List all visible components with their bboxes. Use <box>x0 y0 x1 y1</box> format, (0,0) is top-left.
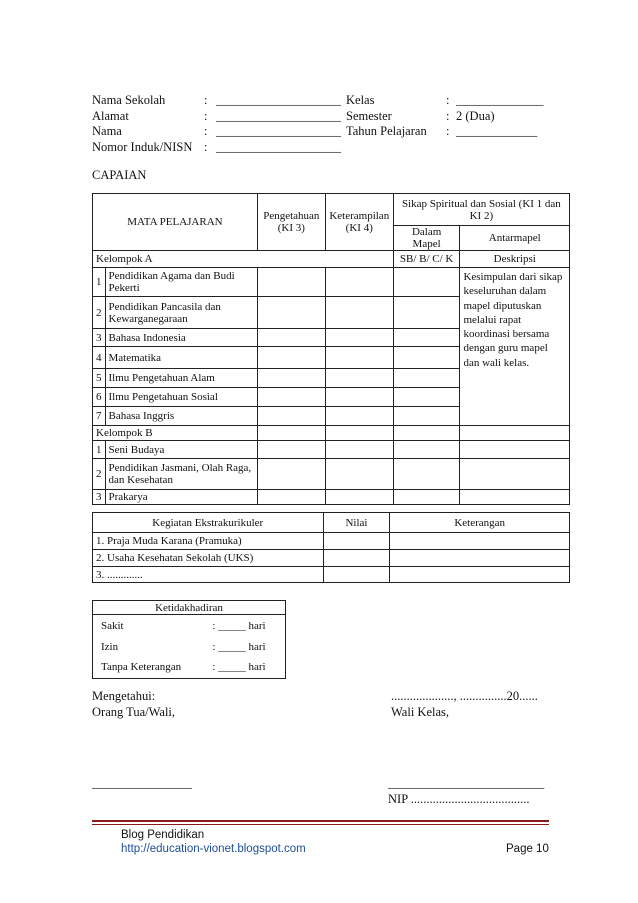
kelompok-a-label: Kelompok A <box>93 251 394 268</box>
info-row-nama-sekolah <box>92 93 562 109</box>
table-row <box>93 615 286 637</box>
info-colon: : <box>446 93 450 107</box>
info-label: Nomor Induk/NISN <box>92 140 193 154</box>
activity-name: 3. ............. <box>93 567 324 583</box>
sign-right-line1: ...................., ...............20...... <box>391 689 538 703</box>
footer-rule <box>92 820 549 822</box>
header-pengetahuan: Pengetahuan (KI 3) <box>257 194 325 251</box>
cell-keterampilan <box>325 441 393 459</box>
header-nilai: Nilai <box>323 513 390 533</box>
subject-name: Ilmu Pengetahuan Sosial <box>105 388 257 407</box>
info-blank: ____________________ <box>216 124 341 138</box>
cell-sbk <box>393 388 460 407</box>
info-colon: : <box>446 124 450 138</box>
cell-pengetahuan <box>257 426 325 441</box>
activity-name: 2. Usaha Kesehatan Sekolah (UKS) <box>93 550 324 567</box>
footer-page-number: Page 10 <box>506 843 549 855</box>
row-number: 2 <box>93 297 106 329</box>
cell-keterampilan <box>325 388 393 407</box>
row-number: 7 <box>93 407 106 426</box>
subject-name: Pendidikan Jasmani, Olah Raga, dan Kesehatan <box>105 459 257 490</box>
footer-url-link[interactable]: http://education-vionet.blogspot.com <box>121 843 306 855</box>
sign-right-line2: Wali Kelas, <box>391 705 450 719</box>
table-row <box>93 459 570 490</box>
subject-name: Pendidikan Agama dan Budi Pekerti <box>105 268 257 297</box>
row-number: 5 <box>93 369 106 388</box>
activity-name: 1. Praja Muda Karana (Pramuka) <box>93 533 324 550</box>
sign-left-blank: ________________ <box>92 776 192 790</box>
cell-keterangan <box>390 567 570 583</box>
info-right-label: Tahun Pelajaran <box>346 124 427 138</box>
cell-keterampilan <box>325 329 393 347</box>
info-label: Nama <box>92 124 122 138</box>
cell-pengetahuan <box>257 490 325 505</box>
cell-pengetahuan <box>257 459 325 490</box>
header-sbk: SB/ B/ C/ K <box>393 251 460 268</box>
capaian-table <box>92 193 570 505</box>
cell-keterampilan <box>325 369 393 388</box>
table-row <box>93 441 570 459</box>
cell-keterampilan <box>325 347 393 369</box>
row-number: 1 <box>93 441 106 459</box>
cell-sbk <box>393 407 460 426</box>
info-right-value: ______________ <box>456 93 544 107</box>
subject-name: Pendidikan Pancasila dan Kewarganegaraan <box>105 297 257 329</box>
cell-nilai <box>323 550 390 567</box>
nip-line: NIP ...................................... <box>388 792 530 806</box>
subject-name: Seni Budaya <box>105 441 257 459</box>
header-deskripsi: Deskripsi <box>460 251 570 268</box>
subject-name: Bahasa Indonesia <box>105 329 257 347</box>
table-row <box>93 268 570 297</box>
sign-left-line1: Mengetahui: <box>92 689 156 703</box>
info-right-value: 2 (Dua) <box>456 109 495 123</box>
info-right-label: Semester <box>346 109 392 123</box>
info-colon: : <box>204 93 208 107</box>
sign-right-blank: _________________________ <box>388 776 545 790</box>
cell-nilai <box>323 533 390 550</box>
absence-title: Ketidakhadiran <box>93 601 286 615</box>
cell-keterampilan <box>325 268 393 297</box>
header-kegiatan: Kegiatan Ekstrakurikuler <box>93 513 324 533</box>
cell-sbk <box>393 426 460 441</box>
row-number: 4 <box>93 347 106 369</box>
info-label: Alamat <box>92 109 129 123</box>
absence-table <box>92 600 286 679</box>
info-blank: ____________________ <box>216 140 341 154</box>
cell-pengetahuan <box>257 369 325 388</box>
info-right-value: _____________ <box>456 124 538 138</box>
subject-name: Ilmu Pengetahuan Alam <box>105 369 257 388</box>
info-row-nisn <box>92 140 562 156</box>
cell-keterampilan <box>325 407 393 426</box>
deskripsi-text: Kesimpulan dari sikap keseluruhan dalam mapel diputuskan melalui rapat koordinasi bersama dengan guru mapel dan wali kelas. <box>460 268 570 426</box>
info-row-alamat <box>92 109 562 125</box>
cell-sbk <box>393 441 460 459</box>
row-number: 3 <box>93 490 106 505</box>
cell-keterampilan <box>325 426 393 441</box>
ekstra-table <box>92 512 570 583</box>
cell-keterangan <box>390 550 570 567</box>
cell-sbk <box>393 329 460 347</box>
cell-keterampilan <box>325 297 393 329</box>
cell-deskripsi <box>460 441 570 459</box>
cell-deskripsi <box>460 426 570 441</box>
cell-pengetahuan <box>257 388 325 407</box>
header-keterampilan: Keterampilan (KI 4) <box>325 194 393 251</box>
info-colon: : <box>204 124 208 138</box>
table-row <box>93 550 570 567</box>
table-row <box>93 567 570 583</box>
header-sikap: Sikap Spiritual dan Sosial (KI 1 dan KI 2) <box>393 194 569 226</box>
subject-name: Prakarya <box>105 490 257 505</box>
cell-pengetahuan <box>257 268 325 297</box>
header-dalam-mapel: Dalam Mapel <box>393 226 460 251</box>
sign-left-line2: Orang Tua/Wali, <box>92 705 176 719</box>
footer-rule-thin <box>92 824 549 825</box>
cell-sbk <box>393 347 460 369</box>
info-colon: : <box>446 109 450 123</box>
cell-pengetahuan <box>257 441 325 459</box>
cell-sbk <box>393 268 460 297</box>
info-blank: ____________________ <box>216 93 341 107</box>
table-row <box>93 657 286 679</box>
kelompok-b-label: Kelompok B <box>93 426 258 441</box>
absence-label: Izin <box>101 640 119 653</box>
subject-name: Bahasa Inggris <box>105 407 257 426</box>
absence-value: : _____ hari <box>212 619 266 632</box>
header-antarmapel: Antarmapel <box>460 226 570 251</box>
info-row-nama <box>92 124 562 140</box>
info-colon: : <box>204 140 208 154</box>
header-keterangan: Keterangan <box>390 513 570 533</box>
absence-value: : _____ hari <box>212 640 266 653</box>
row-number: 1 <box>93 268 106 297</box>
cell-keterampilan <box>325 459 393 490</box>
section-title: CAPAIAN <box>92 168 147 182</box>
row-number: 3 <box>93 329 106 347</box>
info-right-label: Kelas <box>346 93 375 107</box>
cell-sbk <box>393 369 460 388</box>
cell-keterampilan <box>325 490 393 505</box>
info-label: Nama Sekolah <box>92 93 166 107</box>
footer-blog-name: Blog Pendidikan <box>121 829 205 841</box>
table-row <box>93 533 570 550</box>
cell-sbk <box>393 297 460 329</box>
cell-pengetahuan <box>257 407 325 426</box>
info-blank: ____________________ <box>216 109 341 123</box>
row-number: 2 <box>93 459 106 490</box>
cell-pengetahuan <box>257 347 325 369</box>
cell-deskripsi <box>460 490 570 505</box>
cell-pengetahuan <box>257 297 325 329</box>
subject-name: Matematika <box>105 347 257 369</box>
table-row <box>93 490 570 505</box>
info-colon: : <box>204 109 208 123</box>
cell-pengetahuan <box>257 329 325 347</box>
cell-deskripsi <box>460 459 570 490</box>
cell-sbk <box>393 490 460 505</box>
cell-keterangan <box>390 533 570 550</box>
cell-nilai <box>323 567 390 583</box>
header-mata-pelajaran: MATA PELAJARAN <box>93 194 258 251</box>
row-number: 6 <box>93 388 106 407</box>
table-row <box>93 637 286 657</box>
cell-sbk <box>393 459 460 490</box>
absence-label: Sakit <box>101 619 124 632</box>
absence-value: : _____ hari <box>212 661 266 674</box>
absence-label: Tanpa Keterangan <box>101 661 182 674</box>
